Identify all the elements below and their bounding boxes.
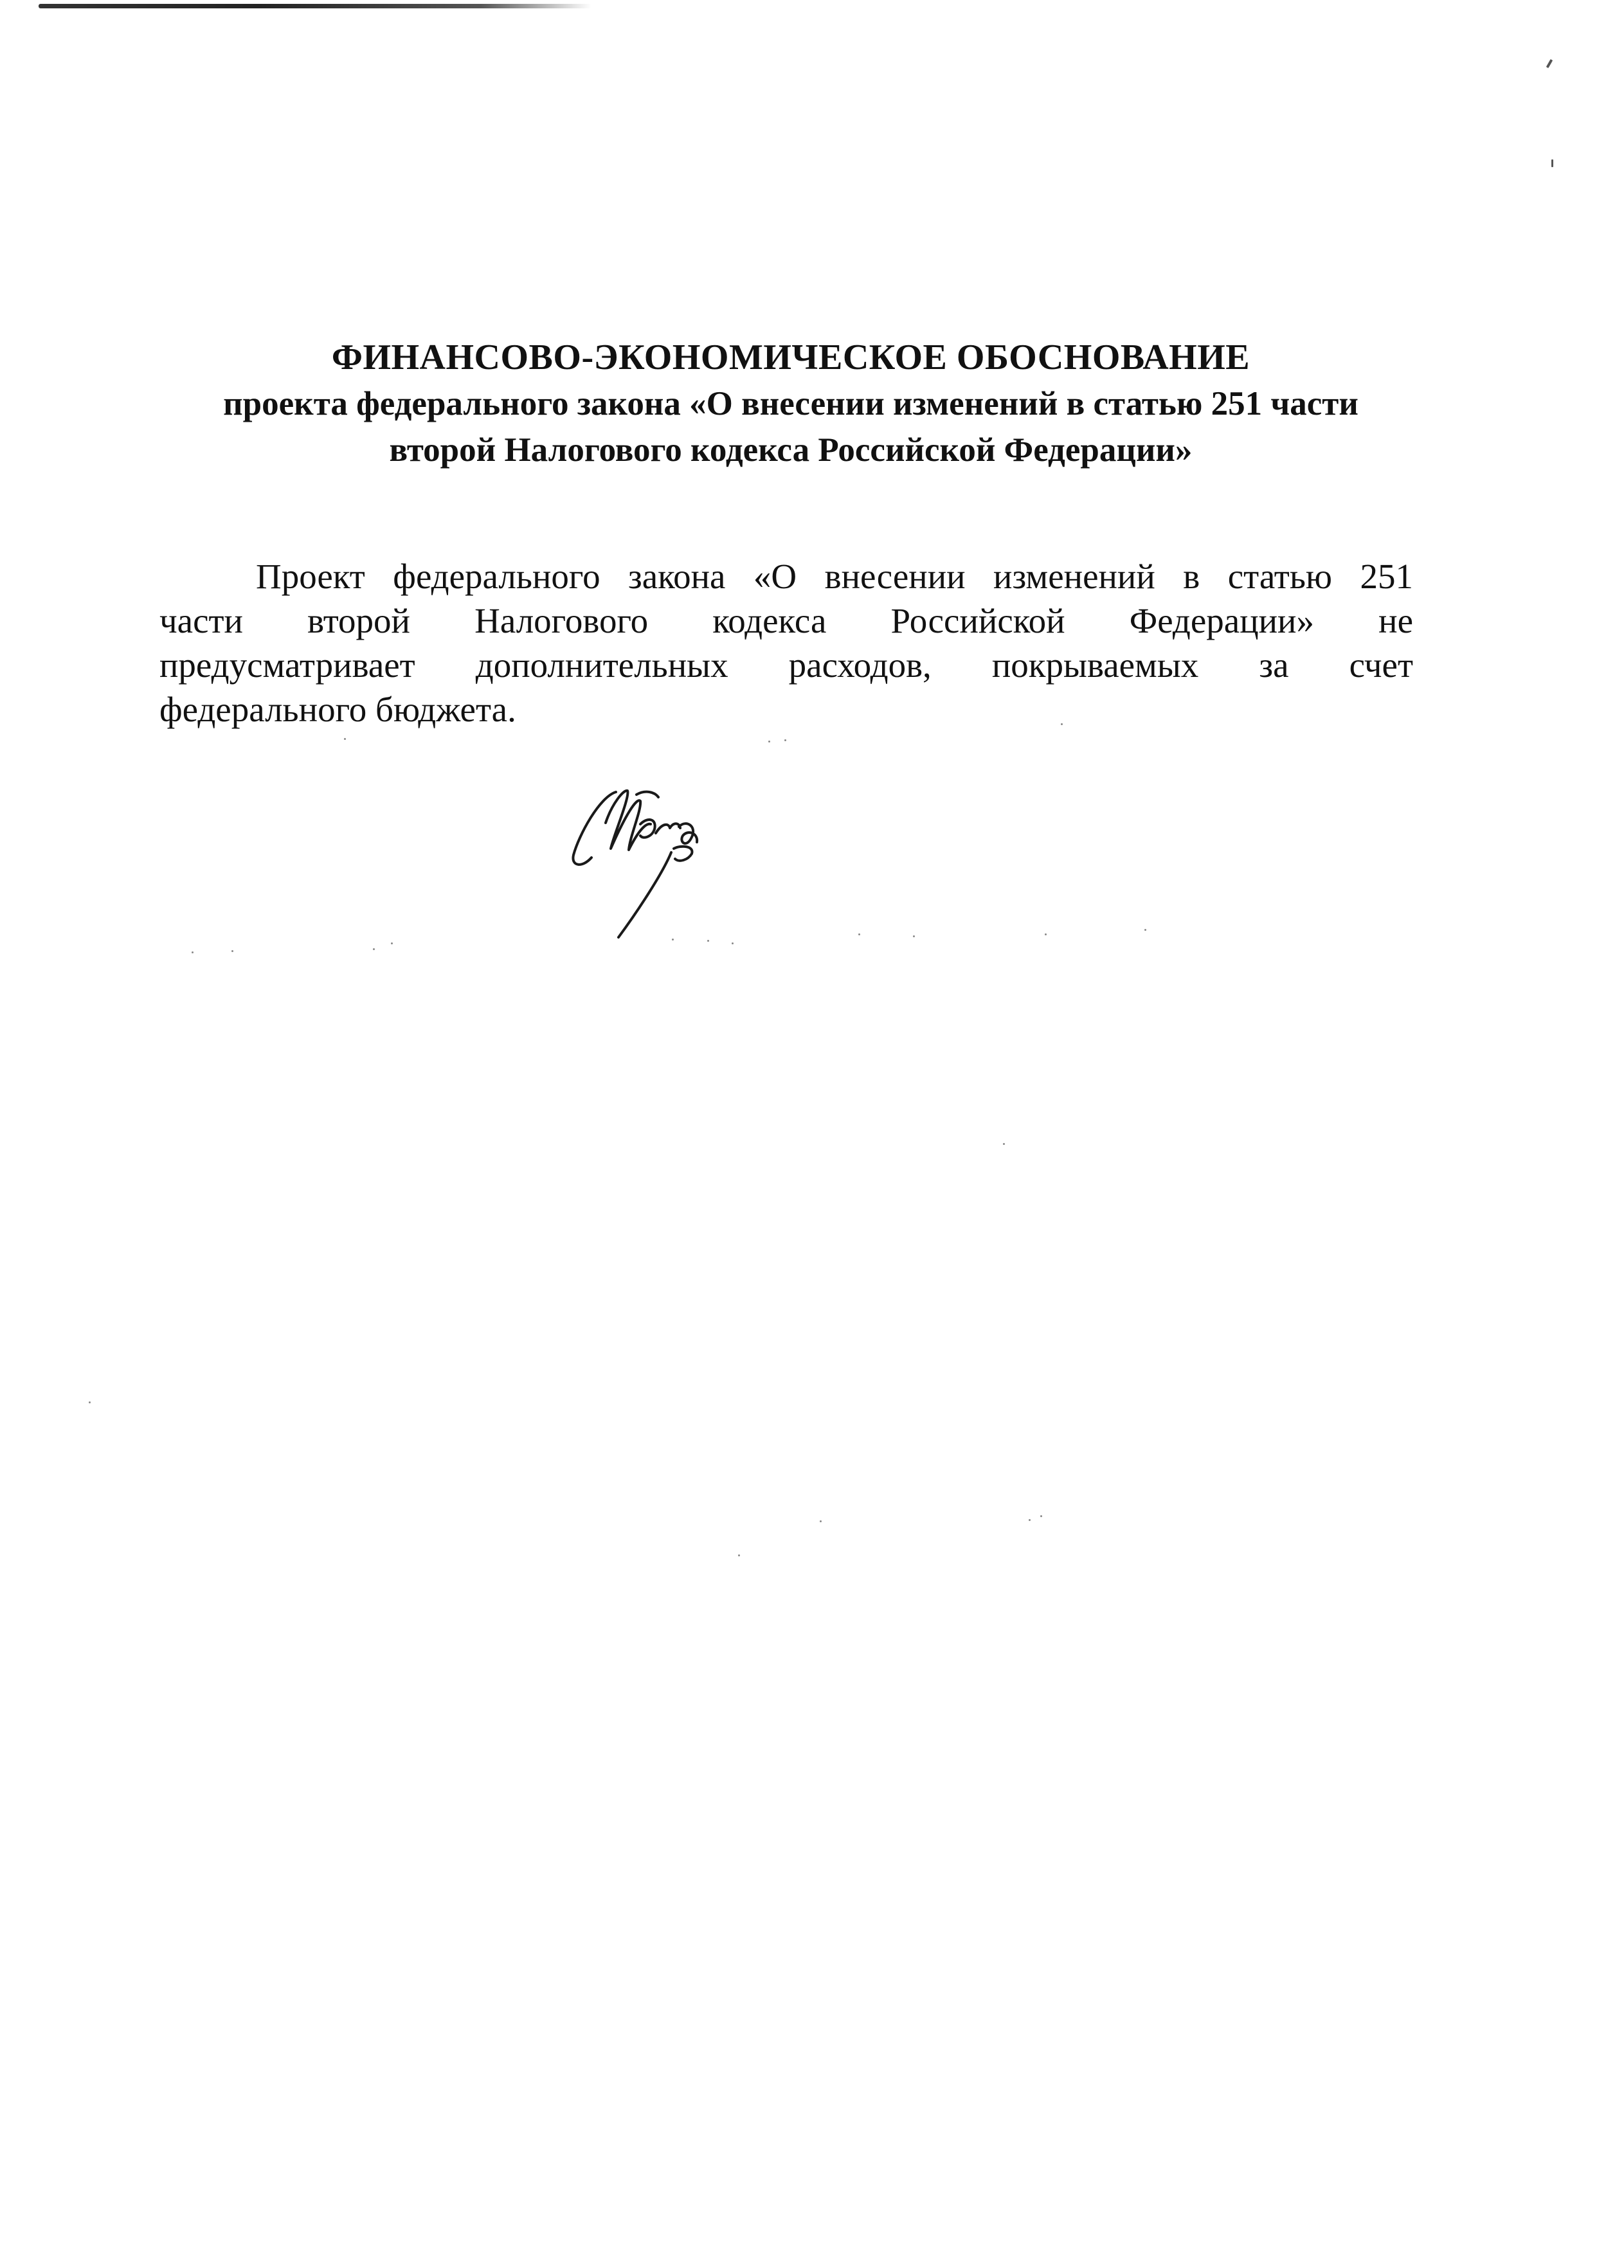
- scan-speck: [373, 948, 375, 950]
- scan-speck: [391, 942, 393, 944]
- document-body: [159, 554, 1413, 732]
- scan-speck: [672, 939, 674, 941]
- scan-artifact-mark: [1546, 59, 1553, 68]
- document-subtitle-line: проекта федерального закона «О внесении изменений в статью 251 части: [223, 385, 1358, 422]
- body-line: части второй Налогового кодекса Российской Федерации» не: [159, 601, 1413, 640]
- scan-speck: [231, 950, 233, 952]
- scan-speck: [89, 1401, 91, 1403]
- scan-speck: [784, 739, 786, 741]
- scan-artifact-mark: [1551, 159, 1553, 167]
- scan-speck: [1029, 1519, 1031, 1521]
- scan-speck: [913, 935, 915, 937]
- scan-speck: [858, 933, 860, 935]
- document-title: ФИНАНСОВО-ЭКОНОМИЧЕСКОЕ ОБОСНОВАНИЕ: [331, 338, 1250, 377]
- scan-speck: [1003, 1143, 1005, 1145]
- signature-image: [566, 778, 733, 939]
- document-heading: [148, 334, 1434, 473]
- document-subtitle-line: второй Налогового кодекса Российской Федерации»: [389, 431, 1193, 469]
- scan-speck: [1040, 1515, 1042, 1517]
- scan-artifact-line: [39, 4, 591, 8]
- scan-speck: [768, 741, 770, 742]
- scan-speck: [820, 1520, 822, 1522]
- scan-speck: [1061, 723, 1063, 725]
- scan-speck: [732, 942, 734, 944]
- scan-speck: [1045, 933, 1047, 935]
- body-line: Проект федерального закона «О внесении изменений в статью 251: [256, 557, 1413, 596]
- scan-speck: [344, 738, 346, 740]
- scan-speck: [1144, 929, 1146, 931]
- scan-speck: [192, 951, 194, 953]
- scan-speck: [707, 940, 709, 942]
- scan-speck: [738, 1554, 740, 1556]
- body-line: федерального бюджета.: [159, 690, 516, 729]
- body-line: предусматривает дополнительных расходов, покрываемых за счет: [159, 645, 1413, 685]
